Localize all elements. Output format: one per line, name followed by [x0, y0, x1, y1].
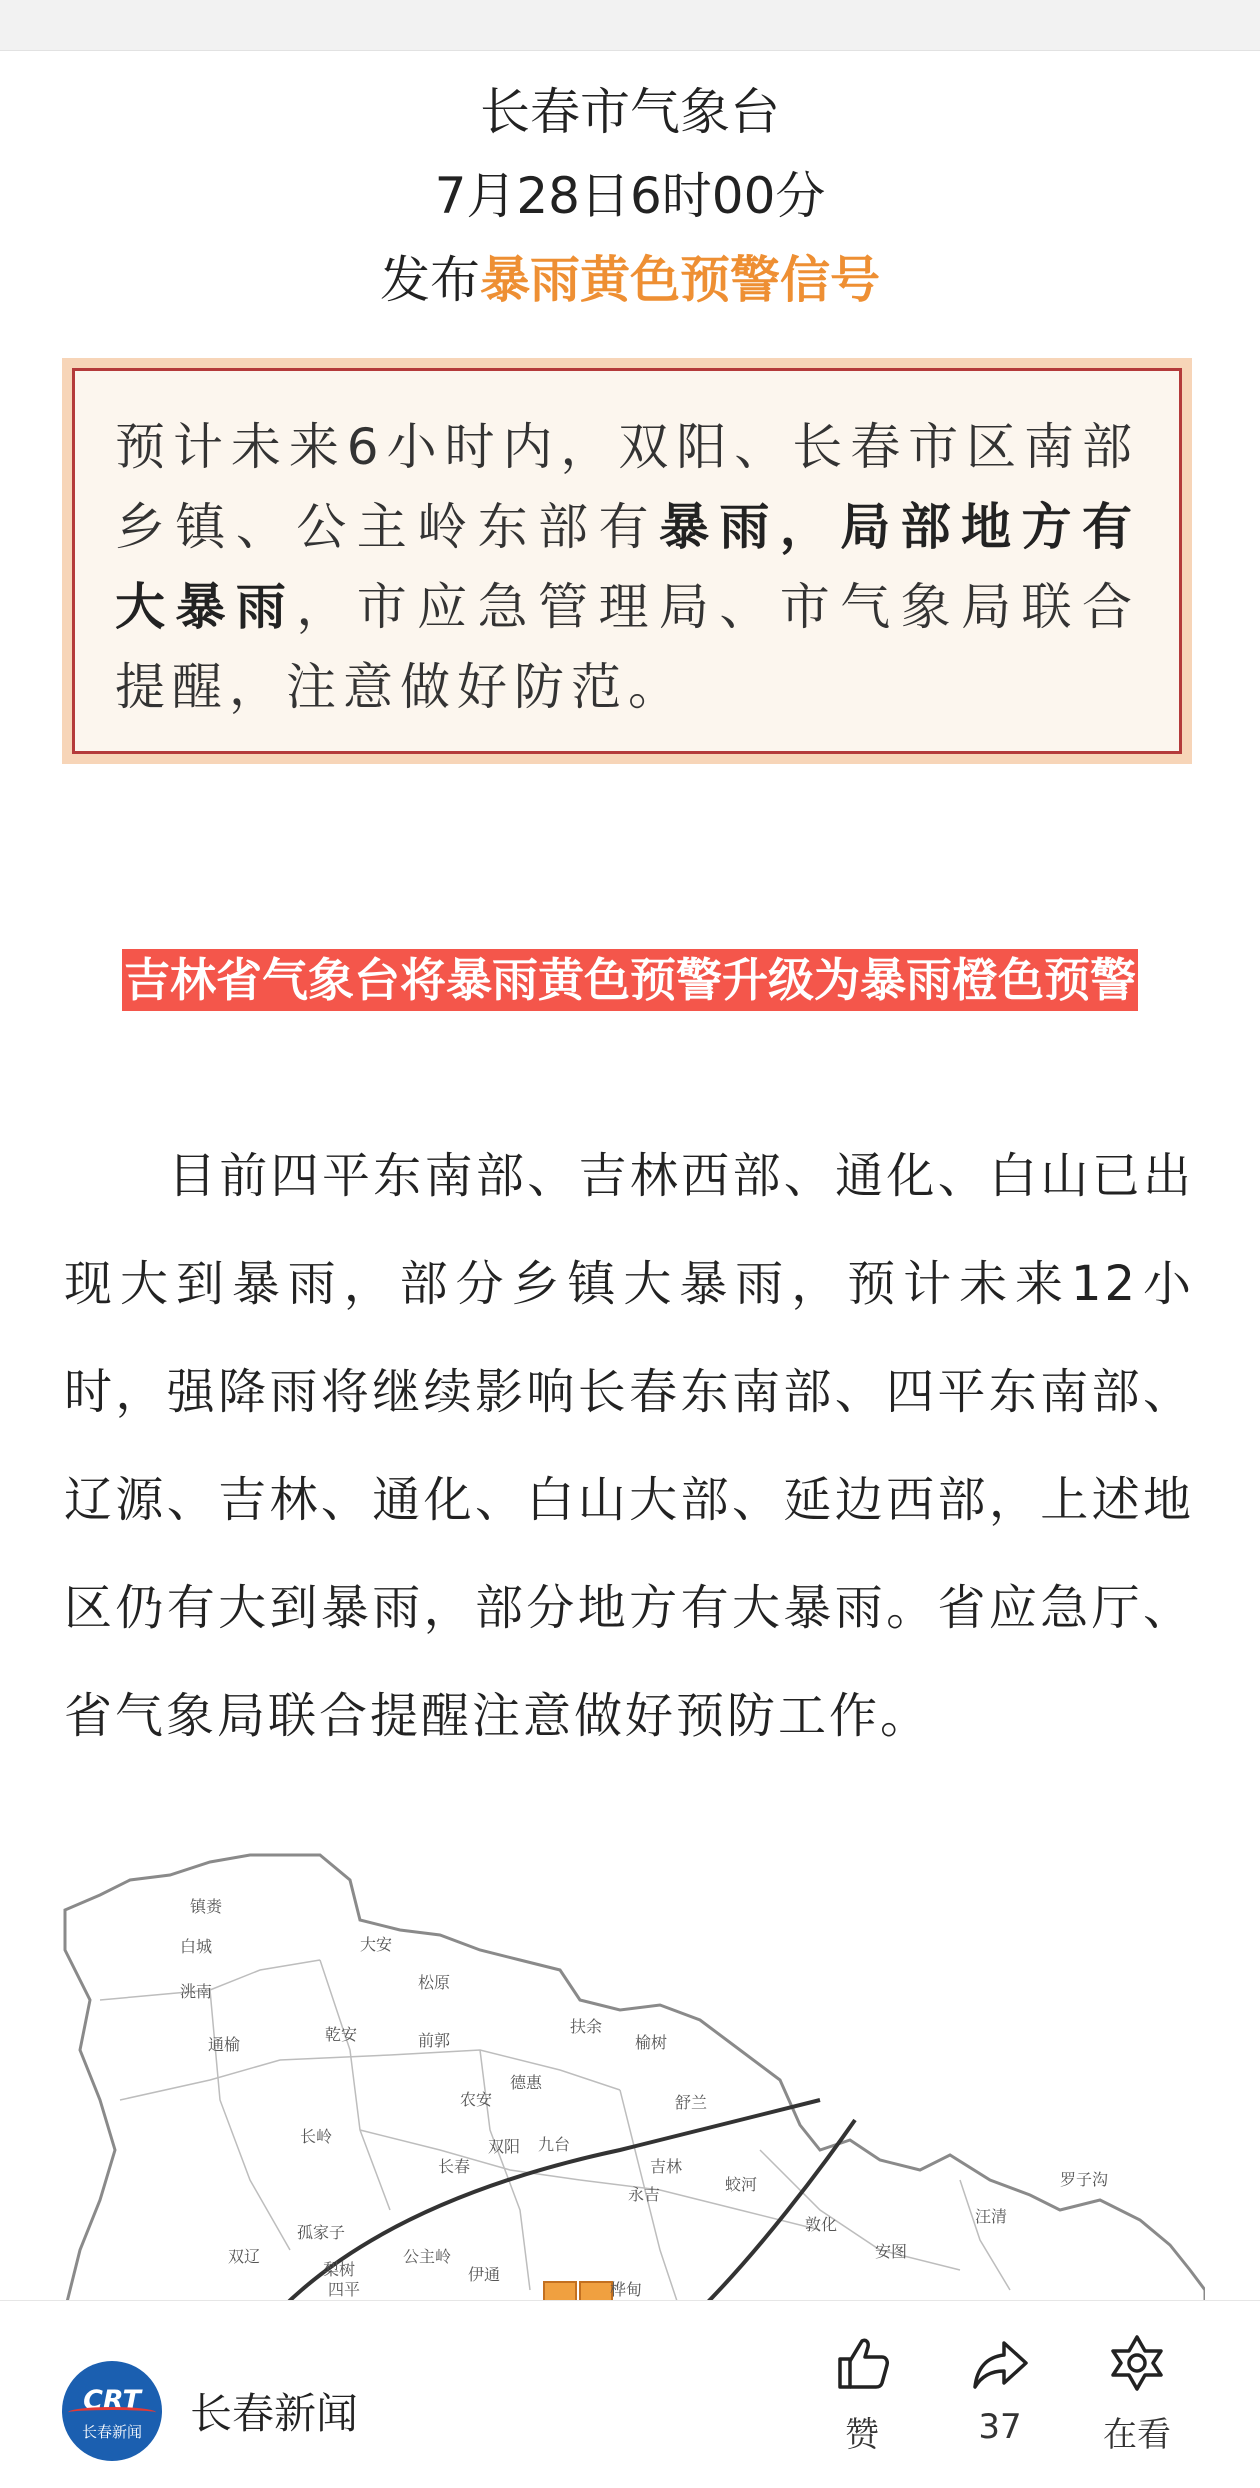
map-label: 德惠 — [510, 2073, 543, 2092]
notice-text-part1: 预计未来6小时内，双阳、长春市区南部乡镇、公主岭东部有 — [115, 418, 1139, 556]
map-label: 伊通 — [468, 2265, 501, 2284]
logo-ring — [68, 2407, 156, 2418]
article-header — [0, 70, 1260, 322]
map-label: 蛟河 — [725, 2175, 758, 2194]
section-title — [70, 925, 1190, 1035]
share-button[interactable] — [945, 2333, 1055, 2447]
watching-label: 在看 — [1103, 2415, 1171, 2455]
warning-signal: 暴雨黄色预警信号 — [480, 251, 880, 309]
province-map-svg — [60, 1850, 1205, 2310]
notice-text-bold: 暴雨，局部地方有大暴雨 — [115, 498, 1139, 636]
like-label: 赞 — [845, 2415, 879, 2455]
warning-notice-box — [62, 358, 1192, 764]
top-bar — [0, 0, 1260, 51]
map-label: 梨树 — [323, 2260, 356, 2279]
map-label: 洮南 — [180, 1982, 213, 2001]
map-label: 吉林 — [650, 2157, 683, 2176]
map-label: 汪清 — [975, 2207, 1008, 2226]
map-label: 舒兰 — [675, 2093, 708, 2112]
share-icon — [970, 2333, 1030, 2393]
section-title-text: 吉林省气象台将暴雨黄色预警升级为暴雨橙色预警 — [122, 949, 1138, 1011]
map-label: 长春 — [438, 2157, 471, 2176]
map-label: 前郭 — [418, 2031, 451, 2050]
map-label: 安图 — [875, 2242, 908, 2261]
logo-channel-text: 长春新闻 — [81, 2423, 142, 2441]
map-label: 扶余 — [570, 2017, 603, 2036]
channel-name[interactable]: 长春新闻 — [190, 2389, 359, 2438]
map-label: 双辽 — [228, 2247, 261, 2266]
like-button[interactable] — [807, 2333, 917, 2456]
map-label: 长岭 — [300, 2127, 333, 2146]
bottom-action-bar — [0, 2300, 1260, 2488]
map-label: 乾安 — [325, 2025, 358, 2044]
map-label: 双阳 — [488, 2137, 521, 2156]
issue-prefix: 发布 — [380, 251, 480, 309]
issue-line — [0, 238, 1260, 322]
map-label: 敦化 — [805, 2215, 838, 2234]
map-label: 榆树 — [635, 2033, 668, 2052]
map-label: 松原 — [418, 1973, 451, 1992]
watching-button[interactable] — [1082, 2333, 1192, 2456]
map-label: 白城 — [180, 1937, 213, 1956]
article-paragraph: 目前四平东南部、吉林西部、通化、白山已出现大到暴雨，部分乡镇大暴雨，预计未来12小时，强降雨将继续影响长春东南部、四平东南部、辽源、吉林、通化、白山大部、延边西部，上述地区仍有大到暴雨，部分地方有大暴雨。省应急厅、省气象局联合提醒注意做好预防工作。 — [64, 1148, 1194, 1744]
warning-notice-text — [115, 407, 1139, 727]
map-label: 罗子沟 — [1060, 2170, 1109, 2189]
warning-notice-inner — [72, 368, 1182, 754]
map-label: 通榆 — [208, 2035, 241, 2054]
map-label: 公主岭 — [403, 2247, 452, 2266]
watching-star-icon — [1107, 2333, 1167, 2393]
map-label: 桦甸 — [610, 2280, 643, 2299]
map-label: 永吉 — [628, 2185, 661, 2204]
agency-name: 长春市气象台 — [480, 83, 780, 141]
warning-map — [60, 1850, 1205, 2310]
issue-datetime: 7月28日6时00分 — [434, 167, 826, 225]
map-label: 大安 — [360, 1935, 393, 1954]
logo-crt-text: CRT — [83, 2385, 141, 2416]
map-label: 孤家子 — [297, 2223, 346, 2242]
thumbs-up-icon — [832, 2333, 892, 2393]
channel-logo[interactable] — [62, 2361, 162, 2461]
map-label: 九台 — [538, 2135, 571, 2154]
map-label: 四平 — [328, 2280, 361, 2299]
map-label: 农安 — [460, 2090, 493, 2109]
share-count: 37 — [978, 2407, 1022, 2447]
notice-text-part2: ，市应急管理局、市气象局联合提醒，注意做好防范。 — [115, 578, 1139, 716]
map-label: 镇赉 — [190, 1897, 223, 1916]
